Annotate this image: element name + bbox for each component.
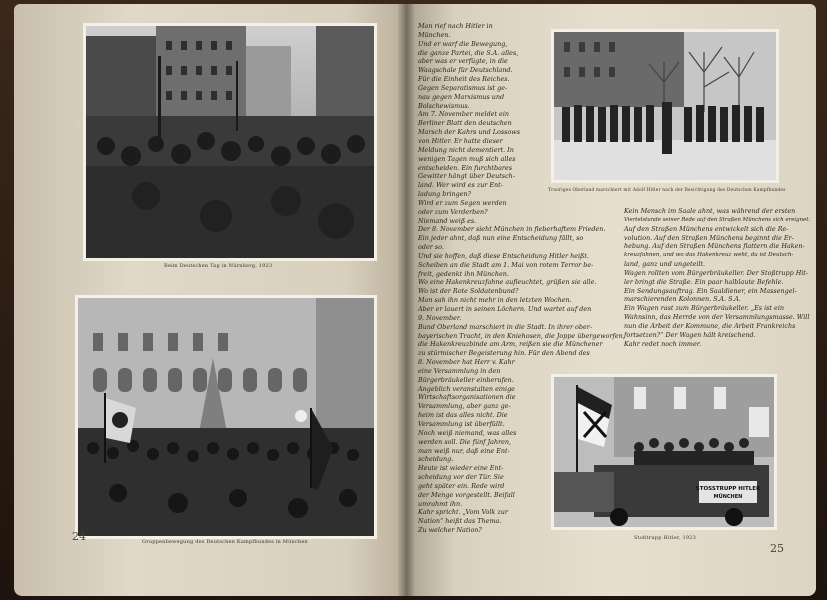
text-line: marschierenden Kolonnen. S.A. S.A. [624, 295, 741, 304]
text-line: der Menge vorgestellt. Beifall [418, 490, 515, 499]
text-line: hebung. Auf den Straßen Münchens flattern die Haken- [624, 242, 805, 251]
text-line: 8. November hat Herr v. Kahr [418, 358, 515, 367]
text-line: Gegen Separatismus ist ge- [418, 83, 508, 92]
text-line: Versammlung ist überfüllt. [418, 419, 505, 428]
text-line: land. Wer wird es zur Ent- [418, 181, 503, 190]
text-line: Angeblich veranstalten einige [418, 384, 515, 393]
text-line: Ein jeder ahnt, daß nun eine Entscheidung fällt, so [418, 234, 584, 243]
text-line: ladung bringen? [418, 190, 472, 199]
text-line: von Hitler. Er hatte dieser [418, 136, 503, 145]
text-line: Waagschale für Deutschland. [418, 66, 513, 75]
text-line: Bund Oberland marschiert in die Stadt. In ihrer ober- [418, 322, 592, 331]
photo-stosstrupp-truck [554, 377, 774, 527]
left-page [14, 4, 406, 596]
text-line: Wagen rollten vom Bürgerbräukeller. Der Stoßtrupp Hit- [624, 268, 809, 277]
text-line: entscheiden. Ein furchtbares [418, 163, 512, 172]
text-line: scheidung. [418, 455, 454, 464]
text-line: Bolschewismus. [418, 101, 470, 110]
text-line: die Hakenkreuzbinde am Arm, reißen sie die Münchener [418, 340, 603, 349]
text-line: Wo eine Hakenkreuzfahne aufleuchtet, grüßen sie alle. [418, 278, 597, 287]
text-line: bayerischen Tracht, in den Kniehosen, die Joppe übergeworfen, [418, 331, 625, 340]
right-page [406, 4, 816, 596]
text-line: ler bringt die Straße. Ein paar halblaute Befehle. [624, 277, 784, 286]
text-line: Ein Wagen rast zum Bürgerbräukeller. „Es ist ein [624, 304, 784, 313]
text-line: die ganze Partei, die S.A. alles, [418, 48, 519, 57]
text-line: Man rief nach Hitler in [418, 22, 493, 30]
text-line: Auf den Straßen Münchens entwickelt sich die Re- [624, 224, 789, 233]
text-line: Gewitter hängt über Deutsch- [418, 172, 515, 181]
text-line: scheidung vor der Tür. Sie [418, 473, 504, 482]
text-line: Versammlung, aber ganz ge- [418, 402, 511, 411]
text-line: umrahmt ihn. [418, 499, 463, 508]
text-line: Wahnsinn, das Herrde von der Versammlungsmasse. Will [624, 313, 810, 322]
photo-nuremberg-crowd [86, 26, 374, 258]
text-line: fortsetzen?“ Der Wagen hält kreischend. [624, 330, 756, 339]
photo-munich-rally [78, 298, 374, 536]
text-line: Heute ist wieder eine Ent- [418, 464, 504, 473]
text-line: nau gegen Marxismus und [418, 92, 505, 101]
text-line: eine Versammlung in den [418, 366, 501, 375]
left-page-number: 24 [72, 530, 86, 543]
text-line: Wo ist der Rote Soldatenbund? [418, 287, 519, 296]
photo-3-caption: Trauriges Oberland marschiert mit Adolf Hitler nach der Besichtigung des Deutschen Kampfbundes [548, 188, 786, 193]
text-line: Scheiben an die Stadt am 1. Mai von rotem Terror be- [418, 260, 594, 269]
text-line: Kahr redet noch immer. [624, 339, 702, 348]
text-line: man weiß nur, daß eine Ent- [418, 446, 510, 455]
text-line: Man sah ihn nicht mehr in den letzten Wochen. [418, 296, 572, 305]
photo-2-caption: Gruppenbewegung des Deutschen Kampfbundes in München [142, 539, 308, 545]
photo-1-caption: Beim Deutschen Tag in Nürnberg, 1923 [164, 263, 273, 269]
text-line: Und sie hoffen, daß diese Entscheidung Hitler heißt. [418, 251, 589, 260]
text-line: wenigen Tagen muß sich alles [418, 154, 516, 163]
text-line: Berliner Blatt den deutschen [418, 119, 512, 128]
text-line: aber was er verfügte, in die [418, 57, 508, 66]
text-line: Aber er lauert in seinen Löchern. Und wartet auf den [418, 305, 592, 313]
photo-4-caption: Stoßtrupp Hitler, 1923 [634, 535, 697, 541]
text-line: freit, gedenkt ihn München. [418, 269, 509, 278]
truck-sign-line-2: MÜNCHEN [713, 494, 743, 500]
book-spine [398, 4, 414, 596]
text-line: kreuzfahnen, und wo das Hakenkreuz weht, da ist Deutsch- [624, 252, 794, 259]
text-line: 9. November. [418, 313, 462, 322]
text-line: Ein Sendungsauftrag. Ein Saaldiener, ein Massengel- [624, 286, 797, 295]
text-line: Wird er zum Segen werden [418, 198, 507, 207]
text-line: Und er warf die Bewegung, [418, 39, 508, 48]
text-line: München. [418, 30, 451, 39]
text-line: Kein Mensch im Saale ahnt, was während der ersten [624, 207, 796, 215]
right-page-number: 25 [770, 542, 784, 555]
text-line: Meldung nicht dementiert. In [418, 145, 514, 154]
text-line: volution. Auf den Straßen Münchens beginnt die Er- [624, 233, 794, 242]
text-line: Zu welcher Nation? [418, 526, 482, 535]
text-line: land, ganz und ungeteilt. [624, 260, 706, 269]
truck-sign-line-1: STOSSTRUPP HITLER [695, 486, 761, 492]
text-line: geht später ein. Rede wird [418, 481, 505, 490]
text-line: Viertelstunde seiner Rede auf den Straßen Münchens sich ereignet. [624, 216, 811, 223]
text-line: Für die Einheit des Reiches. [418, 75, 510, 84]
text-line: oder so. [418, 243, 444, 252]
text-column-continued [624, 207, 810, 349]
text-line: oder zum Verderben? [418, 207, 488, 216]
text-line: Marsch der Kahrs und Lossows [418, 128, 521, 137]
text-line: heim ist das alles nicht. Die [418, 411, 508, 420]
text-line: Am 7. November meldet ein [418, 110, 509, 119]
text-line: Niemand weiß es. [418, 216, 477, 225]
text-line: nun die Arbeit der Kommune, die Arbeit Frankreichs [624, 321, 796, 330]
text-line: Nation“ heißt das Thema. [418, 517, 502, 526]
photo-oberland-march [554, 32, 776, 180]
text-line: Kahr spricht. „Vom Volk zur [418, 508, 508, 517]
text-line: Noch weiß niemand, was alles [418, 428, 517, 437]
text-line: zu stürmischer Begeisterung hin. Für den Abend des [418, 349, 590, 358]
text-line: Bürgerbräukeller einberufen. [418, 375, 514, 384]
text-line: Wirtschaftsorganisationen die [418, 393, 516, 402]
text-line: Der 8. November sieht München in fieberhaftem Frieden. [418, 225, 606, 234]
text-line: werden soll. Die fünf Jahren, [418, 437, 512, 446]
